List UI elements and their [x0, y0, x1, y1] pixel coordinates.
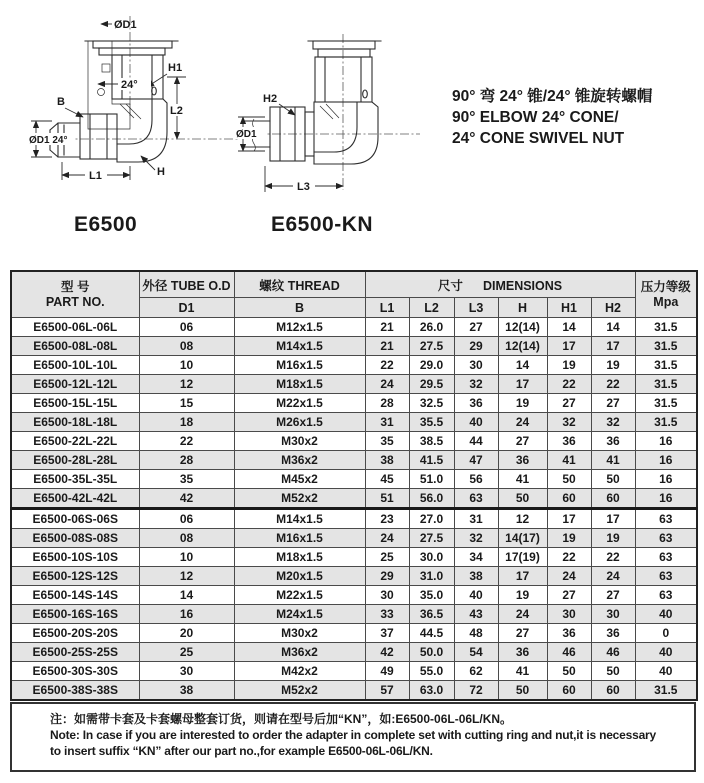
cell-mpa: 31.5: [635, 318, 697, 337]
cell-d1: 30: [139, 662, 234, 681]
cell-d1: 12: [139, 567, 234, 586]
cell-l3: 63: [454, 489, 498, 509]
header-sub-h1: H1: [547, 298, 591, 318]
cell-d1: 20: [139, 624, 234, 643]
table-row: [11, 529, 697, 548]
cell-l2: 32.5: [409, 394, 454, 413]
cell-h: 36: [498, 451, 547, 470]
cell-h1: 22: [547, 548, 591, 567]
cell-mpa: 31.5: [635, 394, 697, 413]
table-row: [11, 432, 697, 451]
cell-l2: 38.5: [409, 432, 454, 451]
cell-b: M16x1.5: [234, 529, 365, 548]
cell-part: E6500-12L-12L: [11, 375, 139, 394]
cell-h1: 22: [547, 375, 591, 394]
header-tube-od: 外径 TUBE O.D: [139, 271, 234, 298]
cell-h: 12: [498, 509, 547, 529]
cell-h1: 30: [547, 605, 591, 624]
cell-l3: 30: [454, 356, 498, 375]
cell-l3: 32: [454, 529, 498, 548]
cell-l3: 48: [454, 624, 498, 643]
cell-h: 17: [498, 567, 547, 586]
cell-b: M45x2: [234, 470, 365, 489]
dim-label-h: H: [157, 166, 165, 178]
table-row: [11, 567, 697, 586]
cell-h1: 60: [547, 489, 591, 509]
spec-table: [10, 270, 698, 701]
table-body: [11, 318, 697, 701]
cell-l3: 40: [454, 413, 498, 432]
cell-l3: 54: [454, 643, 498, 662]
cell-part: E6500-08S-08S: [11, 529, 139, 548]
cell-mpa: 63: [635, 548, 697, 567]
cell-part: E6500-28L-28L: [11, 451, 139, 470]
cell-h1: 24: [547, 567, 591, 586]
cell-b: M16x1.5: [234, 356, 365, 375]
cell-h1: 60: [547, 681, 591, 701]
cell-h1: 17: [547, 509, 591, 529]
cell-d1: 12: [139, 375, 234, 394]
cell-mpa: 16: [635, 432, 697, 451]
cell-part: E6500-16S-16S: [11, 605, 139, 624]
cell-l2: 63.0: [409, 681, 454, 701]
cell-h2: 17: [591, 337, 635, 356]
cell-l2: 35.0: [409, 586, 454, 605]
dim-label-b: B: [57, 96, 65, 108]
diagram-e6500: [28, 4, 243, 209]
cell-l1: 31: [365, 413, 409, 432]
cell-h2: 60: [591, 681, 635, 701]
cell-h: 19: [498, 586, 547, 605]
cell-part: E6500-18L-18L: [11, 413, 139, 432]
header-sub-h: H: [498, 298, 547, 318]
table-row: [11, 413, 697, 432]
table-row: [11, 470, 697, 489]
diagram-e6500-kn: [235, 24, 425, 204]
note-text-en: Note: In case if you are interested to order the adapter in complete set with cutting ring and nut,it is necessary to insert suffix “KN” after our part no.,for example E6500-06L-06L/KN.: [50, 728, 656, 758]
cell-l2: 44.5: [409, 624, 454, 643]
table-row: [11, 662, 697, 681]
cell-b: M22x1.5: [234, 586, 365, 605]
cell-l1: 45: [365, 470, 409, 489]
cell-b: M52x2: [234, 489, 365, 509]
cell-h: 27: [498, 432, 547, 451]
cell-part: E6500-30S-30S: [11, 662, 139, 681]
header-sub-l2: L2: [409, 298, 454, 318]
cell-l1: 25: [365, 548, 409, 567]
product-title-en-line1: 90° ELBOW 24° CONE/: [452, 109, 619, 126]
cell-l3: 47: [454, 451, 498, 470]
table-row: [11, 509, 697, 529]
cell-l1: 38: [365, 451, 409, 470]
cell-l2: 36.5: [409, 605, 454, 624]
cell-h: 41: [498, 662, 547, 681]
cell-d1: 08: [139, 529, 234, 548]
dim-label-h1: H1: [168, 62, 183, 74]
cell-l1: 42: [365, 643, 409, 662]
cell-b: M14x1.5: [234, 337, 365, 356]
table-row: [11, 643, 697, 662]
cell-part: E6500-20S-20S: [11, 624, 139, 643]
cell-l3: 62: [454, 662, 498, 681]
cell-mpa: 16: [635, 470, 697, 489]
cell-d1: 38: [139, 681, 234, 701]
cell-h2: 19: [591, 356, 635, 375]
cell-b: M42x2: [234, 662, 365, 681]
cell-d1: 16: [139, 605, 234, 624]
cell-h: 41: [498, 470, 547, 489]
cell-l3: 56: [454, 470, 498, 489]
cell-l2: 29.5: [409, 375, 454, 394]
cell-mpa: 31.5: [635, 413, 697, 432]
cell-part: E6500-12S-12S: [11, 567, 139, 586]
cell-l1: 30: [365, 586, 409, 605]
cell-h1: 19: [547, 529, 591, 548]
cell-h: 50: [498, 681, 547, 701]
cell-l2: 55.0: [409, 662, 454, 681]
dim-label-cone-angle: 24°: [121, 79, 138, 91]
cell-h1: 50: [547, 662, 591, 681]
cell-h: 24: [498, 413, 547, 432]
dim-label-l1: L1: [89, 170, 102, 182]
table-row: [11, 548, 697, 567]
cell-part: E6500-35L-35L: [11, 470, 139, 489]
note-text-cn: 注：如需带卡套及卡套螺母整套订货，则请在型号后加“KN”，如:E6500-06L-06L/KN。: [50, 712, 513, 726]
table-row: [11, 356, 697, 375]
cell-h: 12(14): [498, 318, 547, 337]
cell-mpa: 40: [635, 605, 697, 624]
cell-l2: 56.0: [409, 489, 454, 509]
cell-mpa: 63: [635, 509, 697, 529]
cell-b: M24x1.5: [234, 605, 365, 624]
cell-h1: 50: [547, 470, 591, 489]
cell-part: E6500-22L-22L: [11, 432, 139, 451]
cell-h2: 24: [591, 567, 635, 586]
cell-l3: 32: [454, 375, 498, 394]
cell-h1: 36: [547, 624, 591, 643]
header-thread: 螺纹 THREAD: [234, 271, 365, 298]
header-dimensions-en: DIMENSIONS: [482, 278, 563, 293]
cell-b: M18x1.5: [234, 375, 365, 394]
cell-d1: 15: [139, 394, 234, 413]
elbow-body: [117, 99, 167, 162]
cell-h2: 41: [591, 451, 635, 470]
dim-label-l2: L2: [170, 105, 183, 117]
cell-h1: 27: [547, 586, 591, 605]
cell-h: 27: [498, 624, 547, 643]
cell-l1: 33: [365, 605, 409, 624]
cell-l2: 35.5: [409, 413, 454, 432]
leader-h2: [279, 104, 295, 115]
cell-l3: 36: [454, 394, 498, 413]
dim-label-od1-side: ØD1 24°: [29, 135, 68, 146]
cell-h: 36: [498, 643, 547, 662]
cell-b: M26x1.5: [234, 413, 365, 432]
cell-part: E6500-06L-06L: [11, 318, 139, 337]
cell-l1: 37: [365, 624, 409, 643]
cell-mpa: 40: [635, 643, 697, 662]
dim-label-h2: H2: [263, 93, 278, 105]
header-part-no-cn: 型 号: [61, 279, 90, 294]
cell-h1: 32: [547, 413, 591, 432]
cell-part: E6500-38S-38S: [11, 681, 139, 701]
cell-d1: 35: [139, 470, 234, 489]
cell-l1: 24: [365, 529, 409, 548]
cell-h: 24: [498, 605, 547, 624]
cell-mpa: 63: [635, 567, 697, 586]
cell-l2: 27.0: [409, 509, 454, 529]
cell-l1: 23: [365, 509, 409, 529]
header-part-no-en: PART NO.: [45, 294, 105, 309]
cell-l1: 24: [365, 375, 409, 394]
table-header: [11, 271, 697, 318]
cell-d1: 25: [139, 643, 234, 662]
cell-mpa: 31.5: [635, 337, 697, 356]
cell-h2: 50: [591, 470, 635, 489]
cell-mpa: 40: [635, 662, 697, 681]
cell-l2: 50.0: [409, 643, 454, 662]
cell-part: E6500-42L-42L: [11, 489, 139, 509]
cell-h: 17(19): [498, 548, 547, 567]
product-title-en-line2: 24° CONE SWIVEL NUT: [452, 130, 625, 147]
cell-h2: 36: [591, 624, 635, 643]
cell-l3: 34: [454, 548, 498, 567]
cell-d1: 28: [139, 451, 234, 470]
cell-d1: 18: [139, 413, 234, 432]
cell-l1: 57: [365, 681, 409, 701]
top-port-body: [308, 41, 381, 102]
note-box: [10, 702, 696, 772]
cell-b: M30x2: [234, 432, 365, 451]
cell-b: M36x2: [234, 451, 365, 470]
cell-h2: 19: [591, 529, 635, 548]
cell-l1: 29: [365, 567, 409, 586]
dim-label-od1: ØD1: [236, 129, 257, 140]
cell-part: E6500-06S-06S: [11, 509, 139, 529]
cell-d1: 06: [139, 318, 234, 337]
header-pressure-cn: 压力等级: [640, 279, 691, 294]
cell-mpa: 63: [635, 529, 697, 548]
header-sub-l1: L1: [365, 298, 409, 318]
cell-part: E6500-10S-10S: [11, 548, 139, 567]
cell-h2: 14: [591, 318, 635, 337]
cell-h1: 41: [547, 451, 591, 470]
table-row: [11, 394, 697, 413]
cell-b: M14x1.5: [234, 509, 365, 529]
header-sub-d1: D1: [139, 298, 234, 318]
cell-h1: 14: [547, 318, 591, 337]
cell-d1: 14: [139, 586, 234, 605]
header-pressure-unit: Mpa: [653, 294, 679, 309]
table-row: [11, 681, 697, 701]
cell-h: 12(14): [498, 337, 547, 356]
table-row: [11, 489, 697, 509]
cell-l2: 51.0: [409, 470, 454, 489]
product-title-cn: 90° 弯 24° 锥/24° 锥旋转螺帽: [452, 88, 653, 105]
cell-h2: 17: [591, 509, 635, 529]
cell-d1: 08: [139, 337, 234, 356]
cell-b: M20x1.5: [234, 567, 365, 586]
cell-l3: 44: [454, 432, 498, 451]
table-row: [11, 375, 697, 394]
cell-part: E6500-08L-08L: [11, 337, 139, 356]
diagram-caption-e6500-kn: E6500-KN: [271, 213, 374, 236]
cell-h1: 17: [547, 337, 591, 356]
table-row: [11, 605, 697, 624]
cell-h: 19: [498, 394, 547, 413]
cell-mpa: 31.5: [635, 356, 697, 375]
cell-d1: 42: [139, 489, 234, 509]
cell-l1: 28: [365, 394, 409, 413]
cell-mpa: 63: [635, 586, 697, 605]
cell-mpa: 31.5: [635, 375, 697, 394]
diagram-caption-e6500: E6500: [74, 213, 138, 236]
cell-l3: 38: [454, 567, 498, 586]
product-title-block: [452, 86, 652, 149]
cell-l3: 29: [454, 337, 498, 356]
elbow-body: [314, 102, 378, 164]
cell-l1: 49: [365, 662, 409, 681]
dim-label-l3: L3: [297, 181, 310, 193]
cell-l2: 26.0: [409, 318, 454, 337]
cell-h2: 27: [591, 586, 635, 605]
cell-d1: 22: [139, 432, 234, 451]
cell-b: M18x1.5: [234, 548, 365, 567]
cell-l2: 27.5: [409, 337, 454, 356]
header-dimensions: [365, 271, 635, 298]
cell-l2: 41.5: [409, 451, 454, 470]
header-dimensions-cn: 尺寸: [437, 278, 463, 293]
cell-d1: 10: [139, 548, 234, 567]
cell-part: E6500-15L-15L: [11, 394, 139, 413]
cell-b: M12x1.5: [234, 318, 365, 337]
cell-l3: 40: [454, 586, 498, 605]
cell-d1: 06: [139, 509, 234, 529]
cell-h2: 46: [591, 643, 635, 662]
cell-h2: 32: [591, 413, 635, 432]
cell-part: E6500-10L-10L: [11, 356, 139, 375]
cell-h: 14: [498, 356, 547, 375]
cell-h1: 46: [547, 643, 591, 662]
cell-l2: 27.5: [409, 529, 454, 548]
cell-l1: 51: [365, 489, 409, 509]
leader-b: [65, 108, 83, 117]
cell-part: E6500-25S-25S: [11, 643, 139, 662]
cell-l3: 72: [454, 681, 498, 701]
table-row: [11, 451, 697, 470]
cell-l1: 35: [365, 432, 409, 451]
cell-part: E6500-14S-14S: [11, 586, 139, 605]
cell-b: M52x2: [234, 681, 365, 701]
cell-mpa: 16: [635, 451, 697, 470]
cell-l2: 29.0: [409, 356, 454, 375]
cell-mpa: 0: [635, 624, 697, 643]
cell-h2: 27: [591, 394, 635, 413]
table-row: [11, 318, 697, 337]
cell-l3: 27: [454, 318, 498, 337]
cell-h2: 50: [591, 662, 635, 681]
cell-h1: 19: [547, 356, 591, 375]
cell-l2: 31.0: [409, 567, 454, 586]
cell-l3: 31: [454, 509, 498, 529]
leader-h: [141, 156, 155, 170]
cell-h2: 30: [591, 605, 635, 624]
cell-l1: 21: [365, 318, 409, 337]
cell-l1: 21: [365, 337, 409, 356]
cell-h: 17: [498, 375, 547, 394]
cell-h1: 36: [547, 432, 591, 451]
cell-h2: 60: [591, 489, 635, 509]
cell-mpa: 31.5: [635, 681, 697, 701]
header-sub-h2: H2: [591, 298, 635, 318]
dim-label-od1-top: ØD1: [114, 19, 137, 31]
table-row: [11, 586, 697, 605]
cell-h2: 22: [591, 548, 635, 567]
cell-d1: 10: [139, 356, 234, 375]
cell-h: 50: [498, 489, 547, 509]
cell-l1: 22: [365, 356, 409, 375]
header-part-no: [11, 271, 139, 318]
cell-h: 14(17): [498, 529, 547, 548]
cell-l3: 43: [454, 605, 498, 624]
cell-b: M36x2: [234, 643, 365, 662]
cell-h2: 22: [591, 375, 635, 394]
header-pressure: [635, 271, 697, 318]
cell-b: M22x1.5: [234, 394, 365, 413]
cell-h1: 27: [547, 394, 591, 413]
cell-b: M30x2: [234, 624, 365, 643]
table-row: [11, 337, 697, 356]
header-sub-l3: L3: [454, 298, 498, 318]
cell-mpa: 16: [635, 489, 697, 509]
cell-h2: 36: [591, 432, 635, 451]
cell-l2: 30.0: [409, 548, 454, 567]
header-sub-b: B: [234, 298, 365, 318]
table-row: [11, 624, 697, 643]
